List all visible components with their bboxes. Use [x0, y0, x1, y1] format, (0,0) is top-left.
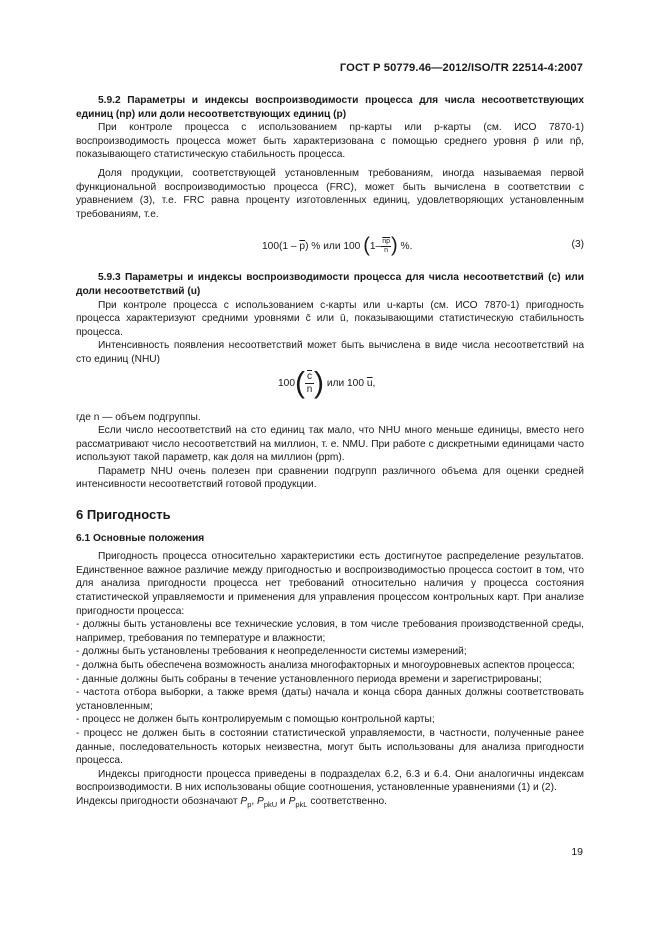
indices-prefix: Индексы пригодности обозначают [76, 795, 238, 807]
formula-3-one-minus: 1– [369, 241, 382, 253]
section-6-1-paragraph-1: Пригодность процесса относительно характеристики есть достигнутое распределение результатов. Единственное важное различие между пригодностью и воспроизводимостью процесса состоит в том, что для анализа пригодности процесса нет требований относительно наличия у процесса состояния статистической управляемости и применения для управления процессом контрольных карт. При анализе пригодности процесса: [76, 551, 584, 617]
list-item: - должны быть установлены требования к неопределенности системы измерений; [76, 646, 467, 658]
formula-3-expression [262, 235, 413, 258]
section-5-9-3-paragraph-2: Интенсивность появления несоответствий может быть вычислена в виде числа несоответствий на сто единиц (NHU) [76, 340, 584, 365]
formula-nhu-paren-close: ) [314, 366, 324, 400]
index-pku-symbol: P [257, 795, 264, 807]
formula-3-paren-close: ) [391, 235, 398, 258]
section-5-9-3-paragraph-4: Параметр NHU очень полезен при сравнении подгрупп различного объема для оценки средней интенсивности несоответствий готовой продукции. [76, 465, 584, 491]
section-6-1-paragraph-2: Индексы пригодности процесса приведены в подразделах 6.2, 6.3 и 6.4. Они аналогичны индексам воспроизводимости. В них использованы общие соотношения, установленные уравнениями (1) и (2). [76, 768, 584, 794]
requirements-list [76, 618, 584, 768]
index-p-subscript: p [247, 799, 252, 809]
index-p-symbol: P [240, 795, 248, 807]
formula-3-fraction [381, 238, 391, 255]
section-6-title: 6 Пригодность [76, 507, 171, 523]
formula-nhu-numerator: $\overline{c}$ [307, 370, 312, 382]
section-5-9-2-paragraph-2: Доля продукции, соответствующей установленным требованиям, иногда называемая первой функциональной воспроизводимостью процесса (FRC), может быть вычислена в соответствии с уравнением (3), т.е. FRC равна проценту изготовленных единиц, удовлетворяющих установленным требованиям, т.е. [76, 167, 584, 220]
index-separator: , [251, 795, 255, 807]
formula-nhu-coef: 100 [278, 377, 295, 389]
section-5-9-3-paragraph-1: При контроле процесса с использованием c-карты или u-карты (см. ИСО 7870-1) пригодность процесса характеризуют средними уровнями c̄ или ū, показывающими статистическую стабильность процесса. [76, 299, 584, 338]
list-item: - процесс не должен быть контролируемым с помощью контрольной карты; [76, 714, 435, 726]
list-item: - данные должны быть собраны в течение установленного периода времени и зарегистрированы; [76, 673, 542, 685]
list-item: - частота отбора выборки, а также время (даты) начала и конца сбора данных должны соответствовать установленным; [76, 687, 584, 712]
indices-end: соответственно. [310, 795, 387, 807]
section-5-9-2-paragraph-1: При контроле процесса с использованием np-карты или p-карты (см. ИСО 7870-1) воспроизводимость процесса может быть характеризована с помощью среднего уровня p̄ или np̄, показывающего статистическую стабильность процесса. [76, 122, 584, 161]
formula-nhu [76, 366, 584, 411]
formula-nhu-end: , [372, 377, 376, 389]
formula-nhu-paren-open: ( [295, 366, 305, 400]
where-clause: где n — объем подгруппы. [76, 411, 201, 423]
formula-3-tail: %. [400, 241, 413, 253]
list-item: - должна быть обеспечена возможность анализа многофакторных и многоуровневых аспектов процесса; [76, 660, 575, 671]
formula-nhu-tail: или 100 [326, 377, 364, 389]
formula-nhu-expression [278, 366, 376, 400]
formula-3-mid: ) % или 100 [305, 241, 361, 253]
formula-3-number: (3) [571, 239, 584, 251]
section-5-9-3-title: 5.9.3 Параметры и индексы воспроизводимости процесса для числа несоответствий (c) или доли несоответствий (u) [76, 272, 584, 297]
index-pkl-subscript: pkL [295, 799, 308, 809]
list-item: - процесс не должен быть в состоянии статистической управляемости, в частности, полученные ранее данные, последовательность которых неизвестна, могут быть использованы для анализа пригодности процесса. [76, 727, 584, 767]
formula-3-denominator: n [384, 247, 389, 255]
index-pkl-symbol: P [288, 795, 296, 807]
page-number: 19 [571, 846, 583, 858]
formula-3-p-bar: $\overline{p}$ [299, 241, 306, 253]
page-content [76, 94, 584, 812]
index-pku-subscript: pkU [263, 799, 278, 809]
section-6-1-paragraph-3 [76, 795, 584, 812]
formula-nhu-fraction [305, 371, 314, 396]
list-item: - должны быть установлены все технические условия, в том числе требования производственной среды, например, требования по температуре и влажности; [76, 619, 584, 644]
formula-3-left: 100(1 – [262, 241, 297, 253]
standard-header: ГОСТ Р 50779.46—2012/ISO/TR 22514-4:2007 [339, 62, 583, 74]
formula-3 [76, 229, 584, 259]
index-and: и [280, 795, 286, 807]
section-5-9-3-paragraph-3: Если число несоответствий на сто единиц так мало, что NHU много меньше единицы, вместо него рассматривают число несоответствий на миллион, т. е. NMU. При работе с дискретными единицами часто используют такой параметр, как доля на миллион (ppm). [76, 425, 584, 464]
formula-nhu-denominator: n [306, 383, 313, 395]
formula-3-paren-open: ( [363, 235, 370, 258]
section-5-9-2-title: 5.9.2 Параметры и индексы воспроизводимости процесса для числа несоответствующих единиц (np) или доли несоответствующих единиц (p) [76, 95, 584, 120]
formula-3-numerator: $\overline{np}$ [382, 238, 390, 246]
section-6-1-title: 6.1 Основные положения [76, 532, 205, 544]
formula-nhu-u-bar: $\overline{u}$ [366, 377, 373, 389]
